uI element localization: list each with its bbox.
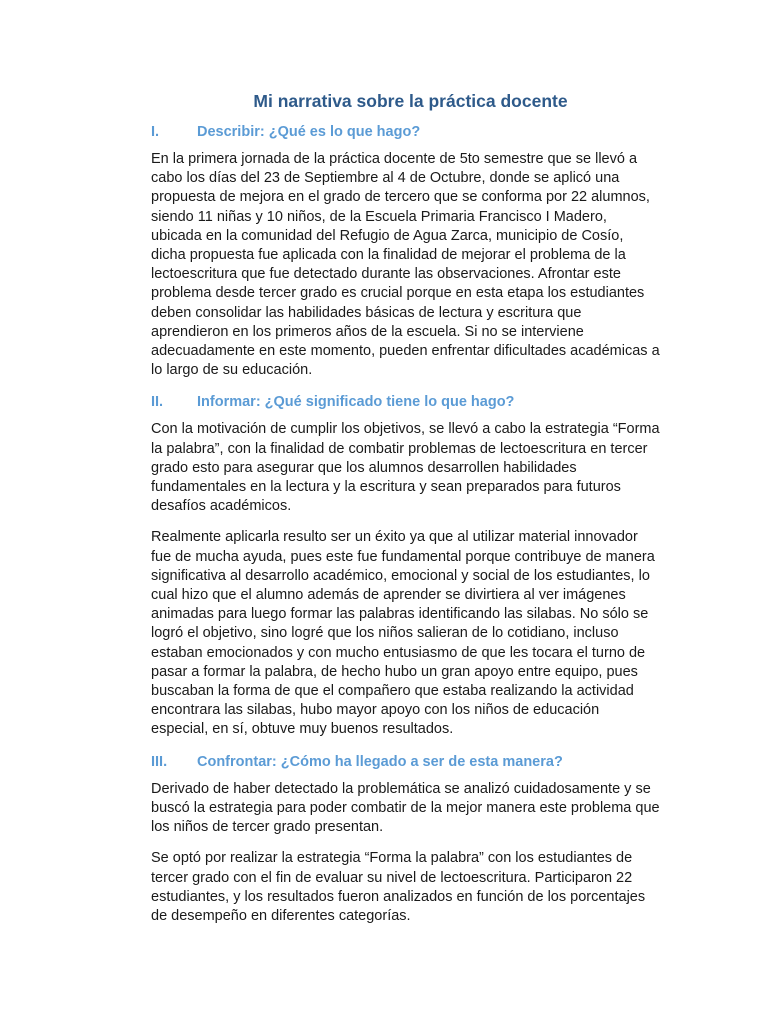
section-number: III. bbox=[151, 753, 168, 770]
section-number: I. bbox=[151, 124, 160, 140]
section-1 bbox=[151, 122, 660, 380]
section-number: II. bbox=[151, 394, 164, 411]
paragraph: Se optó por realizar la estrategia “Forma la palabra” con los estudiantes de tercer grado con el fin de evaluar su nivel de lectoescritura. Participaron 22 estudiantes, y los resultados fueron analizados en función de los porcentajes de desempeño en diferentes categorías. bbox=[151, 850, 646, 924]
document-title: Mi narrativa sobre la práctica docente bbox=[253, 91, 568, 111]
section-heading bbox=[151, 752, 660, 772]
section-heading bbox=[151, 392, 660, 412]
section-heading bbox=[151, 122, 660, 142]
paragraph: Realmente aplicarla resulto ser un éxito ya que al utilizar material innovador fue de mucha ayuda, pues este fue fundamental porque contribuye de manera significativa al desarrollo académico, emocional y social de los estudiantes, lo cual hizo que el alumno además de aprender se divirtiera al ver imágenes animadas para luego formar las palabras identificando las silabas. No sólo se logró el objetivo, sino logré que los niños salieran de lo cotidiano, incluso estaban emocionados y con mucho entusiasmo de que les tocara el turno de pasar a formar la palabra, de hecho hubo un gran apoyo entre equipo, pues buscaban la forma de que el compañero que estaba realizando la actividad encontrara las silabas, hubo mayor apoyo con los niños de educación especial, en sí, obtuve muy buenos resultados. bbox=[151, 529, 655, 738]
section-2 bbox=[151, 392, 660, 739]
paragraph: Con la motivación de cumplir los objetivos, se llevó a cabo la estrategia “Forma la palabra”, con la finalidad de combatir problemas de lectoescritura en tercer grado esto para asegurar que los alumnos desarrollen habilidades fundamentales en la lectura y la escritura y sean preparados para futuros desafíos académicos. bbox=[151, 421, 660, 515]
section-heading-text: Confrontar: ¿Cómo ha llegado a ser de esta manera? bbox=[197, 753, 563, 770]
paragraph: En la primera jornada de la práctica docente de 5to semestre que se llevó a cabo los días del 23 de Septiembre al 4 de Octubre, donde se aplicó una propuesta de mejora en el grado de tercero que se conforma por 22 alumnos, siendo 11 niñas y 10 niños, de la Escuela Primaria Francisco I Madero, ubicada en la comunidad del Refugio de Agua Zarca, municipio de Cosío, dicha propuesta fue aplicada con la finalidad de mejorar el problema de la lectoescritura que fue detectado durante las observaciones. Afrontar este problema desde tercer grado es crucial porque en esta etapa los estudiantes deben consolidar las habilidades básicas de lectura y escritura que aprendieron en los primeros años de la escuela. Si no se interviene adecuadamente en este momento, pueden enfrentar dificultades académicas a lo largo de su educación. bbox=[151, 151, 660, 379]
paragraph: Derivado de haber detectado la problemática se analizó cuidadosamente y se buscó la estrategia para poder combatir de la mejor manera este problema que los niños de tercer grado presentan. bbox=[151, 780, 660, 836]
section-3 bbox=[151, 752, 660, 926]
section-heading-text: Informar: ¿Qué significado tiene lo que hago? bbox=[197, 394, 515, 411]
section-heading-text: Describir: ¿Qué es lo que hago? bbox=[197, 124, 421, 140]
